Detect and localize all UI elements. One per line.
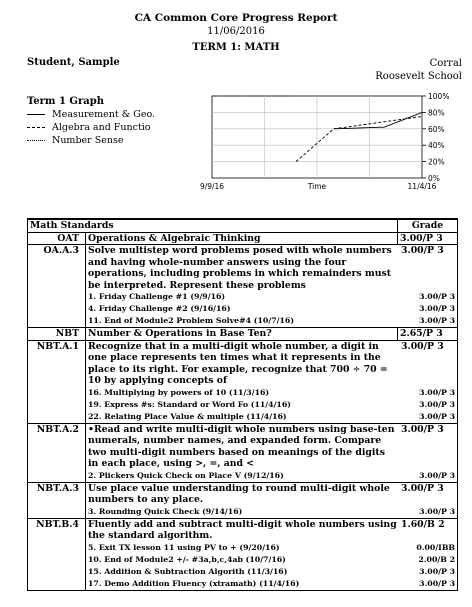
assignment-name: 22. Relating Place Value & multiple (11/4/16): [88, 411, 287, 421]
assignment-name: 17. Demo Addition Fluency (xtramath) (11/4/16): [88, 578, 300, 588]
report-title: CA Common Core Progress Report: [134, 12, 338, 24]
standard-row: [28, 518, 458, 590]
standard-code: NBT.A.1: [28, 340, 86, 423]
assignment-score: 3.00/P 3: [419, 304, 455, 313]
series-line-dashed: [296, 117, 422, 162]
assignment-score: 3.00/P 3: [419, 399, 455, 409]
legend-swatch-solid: [27, 114, 45, 115]
standard-cell: [86, 245, 458, 328]
report-date: 11/06/2016: [207, 26, 265, 37]
standard-grade: 3.00/P 3: [401, 482, 444, 494]
table-header-label: Math Standards: [28, 219, 398, 232]
standard-cell: [86, 340, 458, 423]
assignment-row: [86, 315, 457, 327]
assignment-row: [86, 399, 457, 411]
standard-description-row: [86, 245, 457, 291]
assignment-name: 4. Friday Challenge #2 (9/16/16): [88, 304, 231, 313]
standard-row: [28, 423, 458, 482]
assignment-score: 3.00/P 3: [419, 292, 455, 301]
legend-label: Algebra and Functio: [52, 122, 151, 133]
standard-code: NBT.B.4: [28, 518, 86, 590]
domain-description: Operations & Algebraic Thinking: [86, 232, 398, 245]
teacher-name: Corral: [429, 58, 462, 69]
standard-description: Fluently add and subtract multi-digit whole numbers using the standard algorithm.: [88, 518, 397, 541]
assignment-name: 19. Express #s: Standard or Word Fo (11/4/16): [88, 399, 291, 409]
standard-description: Use place value understanding to round multi-digit whole numbers to any place.: [88, 482, 390, 505]
standard-code: OA.A.3: [28, 245, 86, 328]
standard-description-row: [86, 424, 457, 470]
assignment-name: 15. Addition & Subtraction Algorith (11/3/16): [88, 566, 288, 576]
standard-cell: [86, 482, 458, 518]
standard-description: Solve multistep word problems posed with whole numbers and having whole-number answers using the four operations, including problems in which remainders must be interpreted. Represent these problems: [88, 245, 392, 291]
y-tick-label: 20%: [428, 157, 445, 167]
table-header-row: [28, 219, 458, 232]
assignment-row: [86, 303, 457, 315]
x-tick-label: Time: [307, 182, 327, 191]
math-standards-table: [27, 218, 458, 591]
standard-cell: [86, 423, 458, 482]
assignment-name: 5. Exit TX lesson 11 using PV to + (9/20/16): [88, 542, 280, 552]
assignment-name: 2. Plickers Quick Check on Place V (9/12/16): [88, 470, 284, 480]
standard-code: OAT: [28, 232, 86, 245]
y-tick-label: 40%: [428, 141, 445, 151]
standard-description-row: [86, 483, 457, 506]
legend-item-measurement: [27, 109, 155, 120]
assignment-name: 3. Rounding Quick Check (9/14/16): [88, 506, 243, 516]
assignment-name: 16. Multiplying by powers of 10 (11/3/16): [88, 387, 270, 397]
assignment-row: [86, 542, 457, 554]
assignment-row: [86, 470, 457, 482]
y-tick-label: 100%: [428, 92, 450, 101]
domain-description: Number & Operations in Base Ten?: [86, 328, 398, 341]
standard-grade: 3.00/P 3: [401, 245, 444, 256]
y-tick-label: 80%: [428, 108, 445, 118]
assignment-score: 3.00/P 3: [419, 316, 455, 325]
domain-grade: 2.65/P 3: [398, 328, 458, 341]
legend-label: Measurement & Geo.: [52, 109, 156, 120]
domain-row: [28, 328, 458, 341]
assignment-name: 10. End of Module2 +/- #3a,b,c,4ab (10/7/16): [88, 554, 286, 564]
assignment-score: 3.00/P 3: [419, 470, 455, 480]
standard-row: [28, 482, 458, 518]
standard-grade: 3.00/P 3: [401, 423, 444, 435]
table-header-grade: Grade: [398, 219, 458, 232]
standard-row: [28, 245, 458, 328]
assignment-name: 1. Friday Challenge #1 (9/9/16): [88, 292, 226, 301]
standard-grade: 1.60/B 2: [401, 518, 445, 530]
legend-swatch-dashed: [27, 127, 45, 128]
assignment-row: [86, 387, 457, 399]
assignment-row: [86, 506, 457, 518]
student-name: Student, Sample: [27, 57, 120, 68]
standard-description-row: [86, 341, 457, 387]
assignment-row: [86, 566, 457, 578]
standard-code: NBT.A.3: [28, 482, 86, 518]
assignment-score: 0.00/IBB: [416, 542, 455, 552]
standard-cell: [86, 518, 458, 590]
series-line-solid: [334, 112, 422, 128]
assignment-score: 2.00/B 2: [418, 554, 455, 564]
assignment-row: [86, 411, 457, 423]
assignment-score: 3.00/P 3: [419, 578, 455, 588]
domain-row: [28, 232, 458, 245]
x-tick-label: 11/4/16: [407, 182, 437, 191]
standard-code: NBT.A.2: [28, 423, 86, 482]
graph-title: Term 1 Graph: [27, 96, 104, 107]
domain-grade: 3.00/P 3: [398, 232, 458, 245]
standard-row: [28, 340, 458, 423]
assignment-row: [86, 578, 457, 590]
standard-grade: 3.00/P 3: [401, 340, 444, 352]
assignment-score: 3.00/P 3: [419, 566, 455, 576]
school-name: Roosevelt School: [375, 71, 462, 82]
y-tick-label: 60%: [428, 124, 445, 134]
assignment-name: 11. End of Module2 Problem Solve#4 (10/7/16): [88, 316, 295, 325]
assignment-row: [86, 291, 457, 303]
standard-description: •Read and write multi-digit whole numbers using base-ten numerals, number names, and expanded form. Compare two multi-digit numbers based on meanings of the digits in each place, using >, =, and <: [88, 423, 395, 469]
y-tick-label: 0%: [428, 174, 440, 183]
progress-line-chart: [200, 90, 466, 194]
x-tick-label: 9/9/16: [200, 182, 225, 191]
standard-code: NBT: [28, 328, 86, 341]
legend-item-number-sense: [27, 135, 123, 146]
assignment-row: [86, 554, 457, 566]
report-term: TERM 1: MATH: [192, 42, 280, 53]
legend-swatch-dotted: [27, 140, 45, 141]
assignment-score: 3.00/P 3: [419, 387, 455, 397]
legend-label: Number Sense: [52, 135, 124, 146]
assignment-score: 3.00/P 3: [419, 506, 455, 516]
assignment-score: 3.00/P 3: [419, 411, 455, 421]
standard-description: Recognize that in a multi-digit whole number, a digit in one place represents ten times what it represents in the place to its right. For example, recognize that 700 ÷ 70 = 10 by applying concepts of: [88, 340, 388, 386]
legend-item-algebra: [27, 122, 151, 133]
standard-description-row: [86, 519, 457, 542]
